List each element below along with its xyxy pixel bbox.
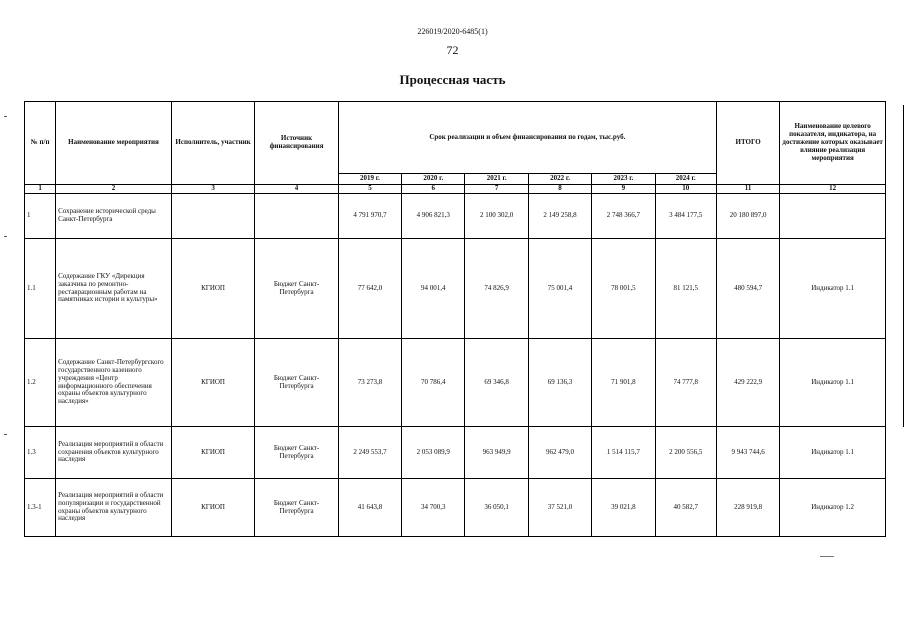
- total-cell: 429 222,9: [716, 339, 779, 427]
- activity-name: Сохранение исторической среды Санкт-Петербурга: [56, 194, 172, 239]
- total-cell: 480 594,7: [716, 239, 779, 339]
- year-header: 2021 г.: [465, 174, 528, 185]
- scan-margin-tick: [4, 116, 7, 117]
- column-number: 2: [56, 185, 172, 194]
- indicator-cell: [780, 194, 886, 239]
- row-number: 1: [25, 194, 56, 239]
- column-number: 5: [338, 185, 401, 194]
- value-2019: 2 249 553,7: [338, 427, 401, 479]
- table-row: [25, 239, 886, 339]
- year-header: 2022 г.: [528, 174, 591, 185]
- activity-name: Содержание Санкт-Петербургского государственного казенного учреждения «Центр информационного обеспечения охраны объектов культурного наследия»: [56, 339, 172, 427]
- row-number: 1.1: [25, 239, 56, 339]
- activity-name: Содержание ГКУ «Дирекция заказчика по ремонтно-реставрационным работам на памятниках истории и культуры»: [56, 239, 172, 339]
- column-number: 4: [255, 185, 338, 194]
- column-number: 3: [171, 185, 254, 194]
- row-number: 1.3-1: [25, 479, 56, 537]
- activity-name: Реализация мероприятий в области сохранения объектов культурного наследия: [56, 427, 172, 479]
- source-cell: Бюджет Санкт-Петербурга: [255, 339, 338, 427]
- header-source: Источник финансирования: [255, 102, 338, 185]
- value-2024: 81 121,5: [655, 239, 716, 339]
- total-cell: 20 180 897,0: [716, 194, 779, 239]
- column-number: 9: [592, 185, 655, 194]
- value-2024: 2 200 556,5: [655, 427, 716, 479]
- header-total: ИТОГО: [716, 102, 779, 185]
- value-2020: 4 906 821,3: [402, 194, 465, 239]
- value-2019: 4 791 970,7: [338, 194, 401, 239]
- value-2019: 73 273,8: [338, 339, 401, 427]
- value-2022: 75 001,4: [528, 239, 591, 339]
- header-no: № п/п: [25, 102, 56, 185]
- source-cell: [255, 194, 338, 239]
- scan-mark: [820, 556, 834, 557]
- value-2023: 78 001,5: [592, 239, 655, 339]
- source-cell: Бюджет Санкт-Петербурга: [255, 239, 338, 339]
- value-2023: 39 021,8: [592, 479, 655, 537]
- indicator-cell: Индикатор 1.2: [780, 479, 886, 537]
- row-number: 1.2: [25, 339, 56, 427]
- indicator-cell: Индикатор 1.1: [780, 427, 886, 479]
- financing-table: [24, 101, 886, 537]
- executor-cell: КГИОП: [171, 239, 254, 339]
- value-2022: 37 521,0: [528, 479, 591, 537]
- value-2020: 34 700,3: [402, 479, 465, 537]
- column-number: 10: [655, 185, 716, 194]
- executor-cell: [171, 194, 254, 239]
- document-number: 226019/2020-6485(1): [417, 27, 488, 36]
- scan-margin-tick: [4, 236, 7, 237]
- activity-name: Реализация мероприятий в области популяризации и государственной охраны объектов культурного наследия: [56, 479, 172, 537]
- value-2021: 36 050,1: [465, 479, 528, 537]
- source-cell: Бюджет Санкт-Петербурга: [255, 479, 338, 537]
- header-executor: Исполнитель, участник: [171, 102, 254, 185]
- year-header: 2024 г.: [655, 174, 716, 185]
- indicator-cell: Индикатор 1.1: [780, 339, 886, 427]
- year-header: 2019 г.: [338, 174, 401, 185]
- header-indicator: Наименование целевого показателя, индикатора, на достижение которых оказывает влияние реализация мероприятия: [780, 102, 886, 185]
- value-2024: 3 484 177,5: [655, 194, 716, 239]
- value-2022: 69 136,3: [528, 339, 591, 427]
- year-header: 2023 г.: [592, 174, 655, 185]
- total-cell: 9 943 744,6: [716, 427, 779, 479]
- executor-cell: КГИОП: [171, 427, 254, 479]
- value-2023: 2 748 366,7: [592, 194, 655, 239]
- section-title: Процессная часть: [399, 72, 506, 87]
- value-2020: 70 786,4: [402, 339, 465, 427]
- column-number: 12: [780, 185, 886, 194]
- table-row: [25, 427, 886, 479]
- scan-edge-line: [903, 105, 904, 427]
- value-2024: 74 777,8: [655, 339, 716, 427]
- executor-cell: КГИОП: [171, 339, 254, 427]
- header-name: Наименование мероприятия: [56, 102, 172, 185]
- value-2023: 71 901,8: [592, 339, 655, 427]
- table-row: [25, 339, 886, 427]
- table-row: [25, 194, 886, 239]
- total-cell: 228 919,8: [716, 479, 779, 537]
- value-2021: 74 826,9: [465, 239, 528, 339]
- column-number: 6: [402, 185, 465, 194]
- column-number: 1: [25, 185, 56, 194]
- value-2021: 2 100 302,0: [465, 194, 528, 239]
- value-2023: 1 514 115,7: [592, 427, 655, 479]
- indicator-cell: Индикатор 1.1: [780, 239, 886, 339]
- year-header: 2020 г.: [402, 174, 465, 185]
- table-row: [25, 479, 886, 537]
- scan-margin-tick: [4, 434, 7, 435]
- value-2019: 41 643,8: [338, 479, 401, 537]
- column-number: 7: [465, 185, 528, 194]
- column-number: 8: [528, 185, 591, 194]
- column-number: 11: [716, 185, 779, 194]
- page-number: 72: [446, 43, 459, 57]
- value-2021: 963 949,9: [465, 427, 528, 479]
- header-period: Срок реализации и объем финансирования по годам, тыс.руб.: [338, 102, 716, 174]
- value-2020: 2 053 089,9: [402, 427, 465, 479]
- value-2019: 77 642,0: [338, 239, 401, 339]
- value-2022: 962 479,0: [528, 427, 591, 479]
- value-2021: 69 346,8: [465, 339, 528, 427]
- executor-cell: КГИОП: [171, 479, 254, 537]
- source-cell: Бюджет Санкт-Петербурга: [255, 427, 338, 479]
- value-2022: 2 149 258,8: [528, 194, 591, 239]
- value-2020: 94 001,4: [402, 239, 465, 339]
- value-2024: 40 582,7: [655, 479, 716, 537]
- row-number: 1.3: [25, 427, 56, 479]
